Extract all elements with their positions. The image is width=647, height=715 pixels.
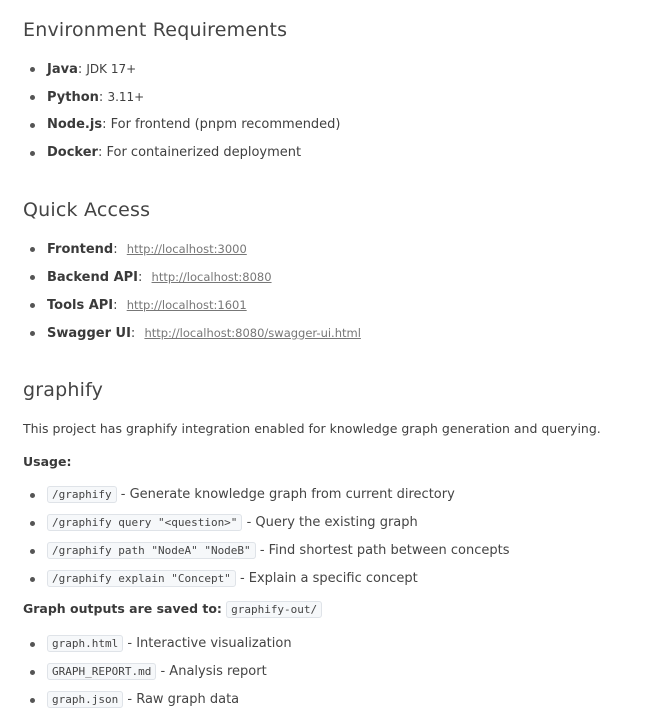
list-item [23, 481, 509, 509]
bullet-icon [30, 123, 35, 128]
list-item: Node.js: For frontend (pnpm recommended) [23, 111, 341, 139]
list-item [23, 509, 509, 537]
item-value: 3.11+ [107, 90, 145, 104]
command-code: /graphify [47, 486, 117, 503]
swagger-ui-link[interactable]: http://localhost:8080/swagger-ui.html [144, 326, 361, 340]
outputs-label-text: Graph outputs are saved to: [23, 601, 222, 616]
bullet-icon [30, 275, 35, 280]
item-label: Tools API [47, 298, 114, 313]
backend-api-link[interactable]: http://localhost:8080 [151, 270, 272, 284]
item-label: Docker [47, 145, 98, 160]
bullet-icon [30, 67, 35, 72]
item-label: Node.js [47, 117, 103, 132]
list-item [23, 686, 292, 714]
list-item: Backend API: http://localhost:8080 [23, 263, 361, 291]
bullet-icon [30, 493, 35, 498]
quick-access-heading: Quick Access [23, 199, 151, 221]
command-desc: - Query the existing graph [246, 515, 418, 530]
item-label: Swagger UI [47, 326, 131, 341]
outputs-label [23, 601, 322, 618]
bullet-icon [30, 521, 35, 526]
bullet-icon [30, 247, 35, 252]
list-item: Tools API: http://localhost:1601 [23, 291, 361, 319]
command-desc: - Generate knowledge graph from current directory [120, 487, 455, 502]
bullet-icon [30, 303, 35, 308]
bullet-icon [30, 549, 35, 554]
list-item: Java: JDK 17+ [23, 55, 341, 83]
list-item: Swagger UI: http://localhost:8080/swagger-ui.html [23, 319, 361, 347]
file-desc: - Raw graph data [127, 692, 240, 707]
item-label: Backend API [47, 270, 139, 285]
list-item [23, 537, 509, 565]
outputs-dir-code: graphify-out/ [226, 601, 322, 618]
bullet-icon [30, 698, 35, 703]
outputs-list [23, 630, 292, 714]
file-desc: - Analysis report [160, 664, 267, 679]
list-item [23, 565, 509, 593]
item-label: Java [47, 62, 78, 77]
file-code: graph.json [47, 691, 123, 708]
command-code: /graphify query "<question>" [47, 514, 242, 531]
command-code: /graphify explain "Concept" [47, 570, 236, 587]
env-requirements-list [23, 55, 341, 167]
quick-access-list [23, 235, 361, 347]
bullet-icon [30, 577, 35, 582]
usage-list [23, 481, 509, 593]
command-code: /graphify path "NodeA" "NodeB" [47, 542, 256, 559]
graphify-intro: This project has graphify integration enabled for knowledge graph generation and querying. [23, 421, 601, 436]
list-item: Python: 3.11+ [23, 83, 341, 111]
list-item: Docker: For containerized deployment [23, 139, 341, 167]
tools-api-link[interactable]: http://localhost:1601 [126, 298, 247, 312]
bullet-icon [30, 331, 35, 336]
file-code: GRAPH_REPORT.md [47, 663, 156, 680]
usage-label [23, 454, 71, 470]
item-value: For frontend (pnpm recommended) [110, 117, 341, 132]
list-item: Frontend: http://localhost:3000 [23, 235, 361, 263]
file-code: graph.html [47, 635, 123, 652]
bullet-icon [30, 670, 35, 675]
bullet-icon [30, 151, 35, 156]
item-label: Python [47, 90, 99, 105]
item-value: For containerized deployment [106, 145, 302, 160]
list-item [23, 630, 292, 658]
frontend-link[interactable]: http://localhost:3000 [126, 242, 247, 256]
list-item [23, 658, 292, 686]
command-desc: - Find shortest path between concepts [259, 543, 510, 558]
bullet-icon [30, 95, 35, 100]
file-desc: - Interactive visualization [127, 636, 292, 651]
command-desc: - Explain a specific concept [239, 571, 418, 586]
bullet-icon [30, 642, 35, 647]
env-requirements-heading: Environment Requirements [23, 19, 288, 41]
usage-label-text: Usage: [23, 454, 72, 469]
item-label: Frontend [47, 242, 114, 257]
graphify-heading: graphify [23, 379, 104, 401]
item-value: JDK 17+ [86, 62, 137, 76]
